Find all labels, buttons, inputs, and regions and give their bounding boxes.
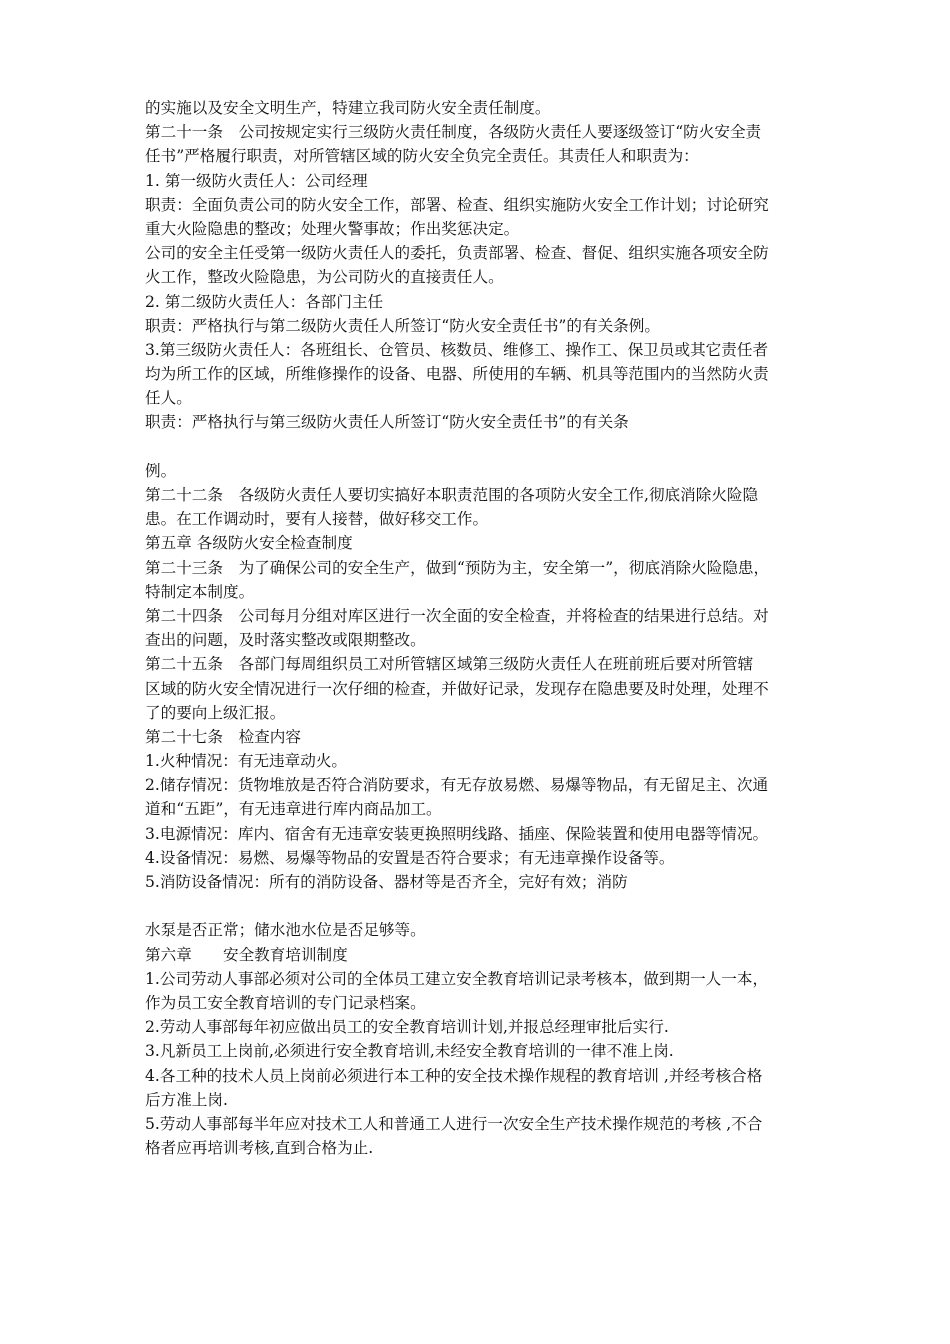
text-line: 3.第三级防火责任人：各班组长、仓管员、核数员、维修工、操作工、保卫员或其它责任者 — [145, 340, 769, 359]
text-line: 格者应再培训考核,直到合格为止. — [145, 1139, 374, 1158]
text-line: 例。 — [145, 461, 177, 480]
text-line: 4.各工种的技术人员上岗前必须进行本工种的安全技术操作规程的教育培训 ,并经考核合格 — [145, 1066, 763, 1085]
text-line: 第二十一条 公司按规定实行三级防火责任制度，各级防火责任人要逐级签订“防火安全责 — [145, 123, 762, 142]
text-line: 特制定本制度。 — [145, 582, 255, 601]
text-line: 第二十三条 为了确保公司的安全生产，做到“预防为主，安全第一”，彻底消除火险隐患， — [145, 558, 770, 577]
text-line: 任人。 — [145, 389, 192, 408]
text-line: 第五章 各级防火安全检查制度 — [145, 534, 353, 553]
text-line: 第六章 安全教育培训制度 — [145, 945, 348, 964]
text-line: 的实施以及安全文明生产，特建立我司防火安全责任制度。 — [145, 99, 551, 117]
text-line: 后方准上岗. — [145, 1090, 228, 1109]
text-line: 职责：严格执行与第三级防火责任人所签订“防火安全责任书”的有关条 — [145, 413, 629, 432]
text-block-1 — [145, 96, 835, 435]
text-line: 道和“五距”，有无违章进行库内商品加工。 — [145, 800, 442, 819]
text-line: 5.劳动人事部每半年应对技术工人和普通工人进行一次安全生产技术操作规范的考核 ,不合 — [145, 1114, 763, 1133]
paragraph-gap — [145, 435, 835, 459]
text-line: 3.电源情况：库内、宿舍有无违章安装更换照明线路、插座、保险装置和使用电器等情况。 — [145, 824, 769, 843]
text-line: 了的要向上级汇报。 — [145, 703, 286, 722]
text-line: 第二十五条 各部门每周组织员工对所管辖区域第三级防火责任人在班前班后要对所管辖 — [145, 655, 754, 674]
text-line: 患。在工作调动时，要有人接替，做好移交工作。 — [145, 510, 489, 529]
text-line: 作为员工安全教育培训的专门记录档案。 — [145, 993, 426, 1012]
text-line: 4.设备情况：易燃、易爆等物品的安置是否符合要求；有无违章操作设备等。 — [145, 848, 675, 867]
text-line: 1. 第一级防火责任人：公司经理 — [145, 171, 368, 190]
text-line: 2.储存情况：货物堆放是否符合消防要求，有无存放易燃、易爆等物品，有无留足主、次通 — [145, 776, 769, 795]
document-page — [145, 96, 835, 1160]
text-line: 1.公司劳动人事部必须对公司的全体员工建立安全教育培训记录考核本，做到期一人一本， — [145, 969, 769, 988]
text-line: 第二十四条 公司每月分组对库区进行一次全面的安全检查，并将检查的结果进行总结。对 — [145, 606, 769, 625]
text-line: 3.凡新员工上岗前,必须进行安全教育培训,未经安全教育培训的一律不准上岗. — [145, 1042, 674, 1061]
text-block-3 — [145, 918, 835, 1160]
text-line: 2.劳动人事部每年初应做出员工的安全教育培训计划,并报总经理审批后实行. — [145, 1018, 669, 1037]
text-line: 重大火险隐患的整改；处理火警事故；作出奖惩决定。 — [145, 219, 520, 238]
text-line: 查出的问题，及时落实整改或限期整改。 — [145, 631, 426, 650]
text-block-2 — [145, 459, 835, 894]
text-line: 水泵是否正常；储水池水位是否足够等。 — [145, 921, 426, 940]
text-line: 第二十七条 检查内容 — [145, 727, 301, 746]
text-line: 职责：全面负责公司的防火安全工作，部署、检查、组织实施防火安全工作计划；讨论研究 — [145, 195, 769, 214]
text-line: 区域的防火安全情况进行一次仔细的检查，并做好记录，发现存在隐患要及时处理，处理不 — [145, 679, 769, 698]
text-line: 公司的安全主任受第一级防火责任人的委托，负责部署、检查、督促、组织实施各项安全防 — [145, 244, 769, 263]
text-line: 任书”严格履行职责，对所管辖区域的防火安全负完全责任。其责任人和职责为： — [145, 147, 699, 166]
paragraph-gap — [145, 894, 835, 918]
text-line: 火工作，整改火险隐患，为公司防火的直接责任人。 — [145, 268, 504, 287]
text-line: 1.火种情况：有无违章动火。 — [145, 752, 348, 771]
text-line: 2. 第二级防火责任人：各部门主任 — [145, 292, 384, 311]
text-line: 第二十二条 各级防火责任人要切实搞好本职责范围的各项防火安全工作,彻底消除火险隐 — [145, 486, 759, 504]
text-line: 职责：严格执行与第二级防火责任人所签订“防火安全责任书”的有关条例。 — [145, 316, 660, 335]
text-line: 均为所工作的区域，所维修操作的设备、电器、所使用的车辆、机具等范围内的当然防火责 — [145, 365, 769, 384]
text-line: 5.消防设备情况：所有的消防设备、器材等是否齐全，完好有效；消防 — [145, 873, 628, 891]
